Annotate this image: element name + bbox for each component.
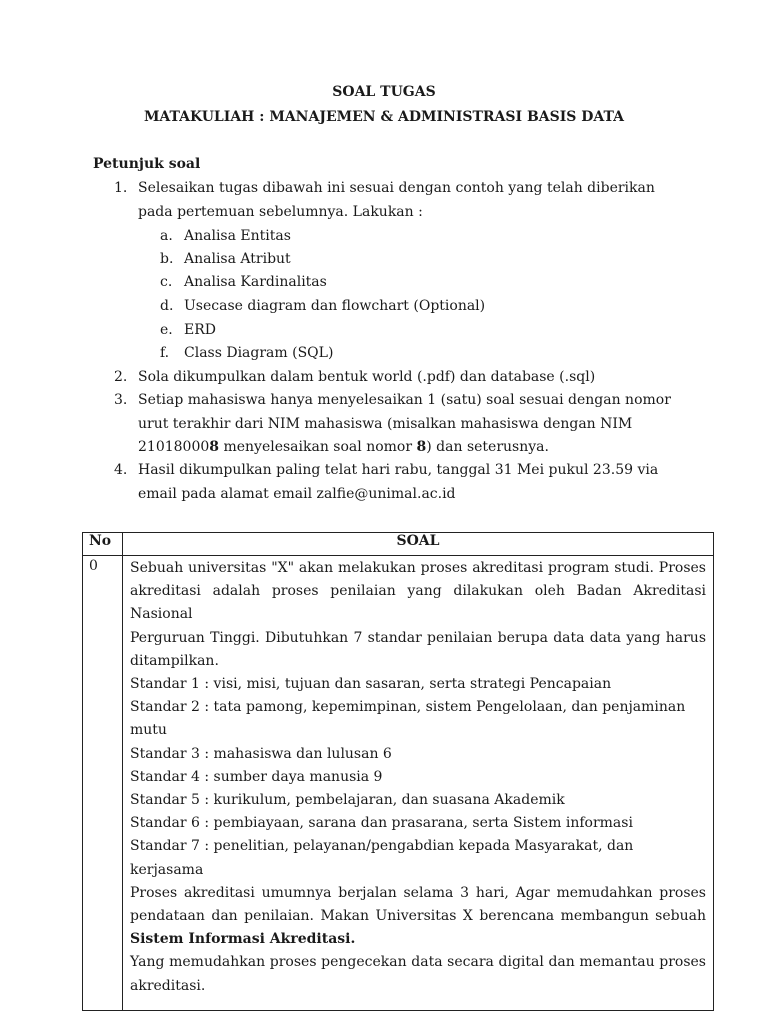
standard-item: Standar 4 : sumber daya manusia 9 [130, 768, 383, 785]
column-header-no: No [83, 533, 123, 556]
sub-item: Analisa Kardinalitas [184, 274, 327, 290]
instruction-1-line-1: Selesaikan tugas dibawah ini sesuai dengan contoh yang telah diberikan [138, 180, 655, 196]
case-text-line: pendataan dan penilaian. Makan Universitas X berencana membangun sebuah [130, 908, 706, 925]
question-body-cell [123, 556, 714, 1011]
case-text-line: Proses akreditasi umumnya berjalan selama 3 hari, Agar memudahkan proses [130, 884, 706, 901]
standard-item: Standar 7 : penelitian, pelayanan/pengabdian kepada Masyarakat, dan kerjasama [130, 838, 634, 878]
list-number: 1. [114, 180, 128, 196]
question-table [82, 532, 714, 1011]
instruction-4-line-2: email pada alamat email zalfie@unimal.ac.id [138, 486, 456, 502]
table-header-row [83, 533, 714, 556]
instruction-4-line-1: Hasil dikumpulkan paling telat hari rabu, tanggal 31 Mei pukul 23.59 via [138, 462, 659, 478]
instruction-3-line-1: Setiap mahasiswa hanya menyelesaikan 1 (satu) soal sesuai dengan nomor [138, 392, 671, 408]
sub-item: Analisa Entitas [184, 228, 291, 244]
case-text-line: Perguruan Tinggi. Dibutuhkan 7 standar penilaian berupa data data yang harus [130, 629, 706, 646]
sub-letter: d. [160, 298, 174, 314]
nim-prefix: 21018000 [138, 439, 210, 455]
sub-letter: c. [160, 274, 173, 290]
standard-item: Standar 1 : visi, misi, tujuan dan sasaran, serta strategi Pencapaian [130, 676, 612, 693]
instructions-heading: Petunjuk soal [93, 156, 201, 172]
question-number-cell: 0 [83, 556, 123, 1011]
sub-letter: f. [160, 345, 170, 361]
sub-letter: e. [160, 322, 173, 338]
document-title: SOAL TUGAS [332, 84, 436, 100]
sub-item: ERD [184, 322, 216, 338]
standard-item: Standar 2 : tata pamong, kepemimpinan, sistem Pengelolaan, dan penjaminan mutu [130, 699, 686, 739]
instruction-3-end: ) dan seterusnya. [426, 439, 549, 455]
standard-item: Standar 3 : mahasiswa dan lulusan 6 [130, 745, 392, 762]
case-text-line: ditampilkan. [130, 652, 219, 669]
list-number: 4. [114, 462, 128, 478]
instruction-3-line-3 [138, 439, 549, 455]
instruction-3-mid: menyelesaikan soal nomor [219, 439, 417, 455]
sub-item: Usecase diagram dan flowchart (Optional) [184, 298, 486, 314]
question-number: 8 [416, 439, 427, 455]
table-row [83, 556, 714, 1011]
instruction-3-line-2: urut terakhir dari NIM mahasiswa (misalkan mahasiswa dengan NIM [138, 416, 633, 432]
case-text-line: akreditasi. [130, 977, 206, 994]
sub-item: Analisa Atribut [184, 251, 291, 267]
standard-item: Standar 5 : kurikulum, pembelajaran, dan suasana Akademik [130, 792, 565, 809]
list-number: 3. [114, 392, 128, 408]
list-number: 2. [114, 369, 128, 385]
instruction-1-line-2: pada pertemuan sebelumnya. Lakukan : [138, 204, 423, 220]
case-text-line: akreditasi adalah proses penilaian yang dilakukan oleh Badan Akreditasi Nasional [130, 583, 706, 623]
case-text-line: Sebuah universitas "X" akan melakukan proses akreditasi program studi. Proses [130, 560, 706, 576]
instruction-2-line-1: Sola dikumpulkan dalam bentuk world (.pdf) dan database (.sql) [138, 369, 596, 385]
sub-letter: b. [160, 251, 174, 267]
system-name: Sistem Informasi Akreditasi. [130, 931, 356, 948]
nim-last-digit: 8 [209, 439, 220, 455]
sub-letter: a. [160, 228, 173, 244]
course-title: MATAKULIAH : MANAJEMEN & ADMINISTRASI BASIS DATA [143, 109, 625, 125]
case-text-line: Yang memudahkan proses pengecekan data secara digital dan memantau proses [130, 954, 706, 971]
column-header-soal: SOAL [123, 533, 714, 556]
standard-item: Standar 6 : pembiayaan, sarana dan prasarana, serta Sistem informasi [130, 815, 633, 832]
sub-item: Class Diagram (SQL) [184, 345, 334, 361]
